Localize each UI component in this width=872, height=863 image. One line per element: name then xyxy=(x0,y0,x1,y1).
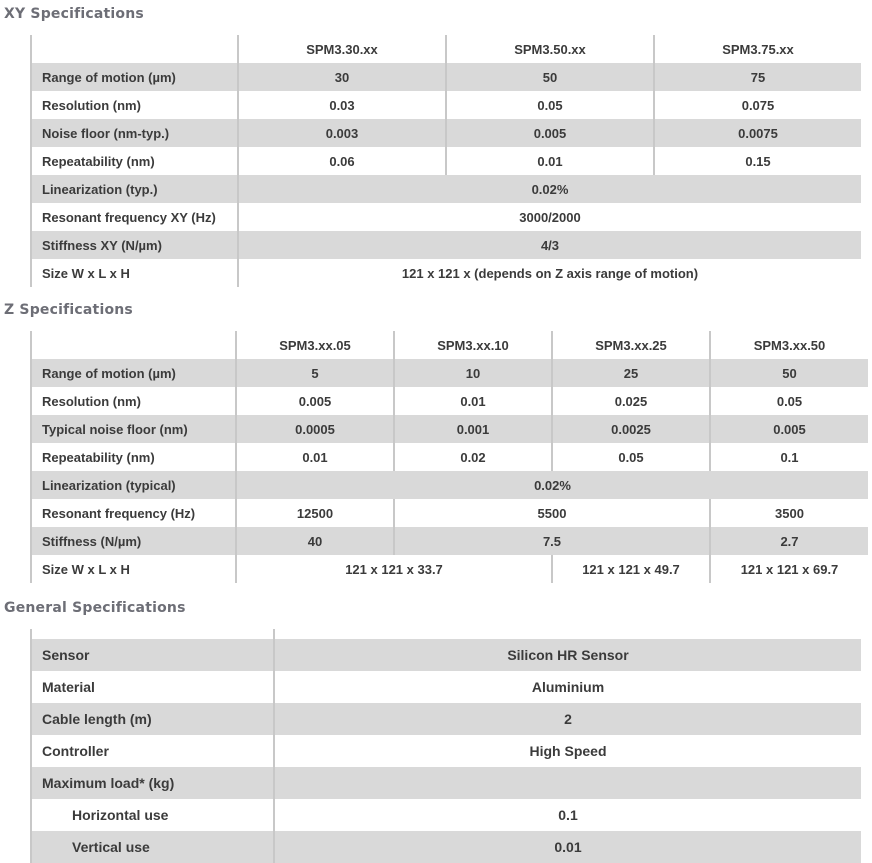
spec-value-cell: Aluminium xyxy=(274,671,861,703)
row-label: Linearization (typical) xyxy=(31,471,236,499)
spec-value-cell: 0.003 xyxy=(238,119,446,147)
table-row xyxy=(31,499,868,527)
spec-value-cell: 121 x 121 x 33.7 xyxy=(236,555,552,583)
row-label: Resolution (nm) xyxy=(31,91,238,119)
z-spec-table xyxy=(30,331,868,583)
table-row xyxy=(31,767,861,799)
spec-value-cell: 0.005 xyxy=(236,387,394,415)
row-label: Noise floor (nm-typ.) xyxy=(31,119,238,147)
xy-spec-table xyxy=(30,35,861,287)
spec-value-cell: 121 x 121 x (depends on Z axis range of motion) xyxy=(238,259,861,287)
general-spec-table xyxy=(30,629,861,863)
spec-value-cell: 0.001 xyxy=(394,415,552,443)
column-header: SPM3.xx.05 xyxy=(236,331,394,359)
row-label: Cable length (m) xyxy=(31,703,274,735)
spec-value-cell: 4/3 xyxy=(238,231,861,259)
row-label: Resonant frequency XY (Hz) xyxy=(31,203,238,231)
spec-value-cell: 0.005 xyxy=(710,415,868,443)
header-row xyxy=(31,331,868,359)
row-label: Size W x L x H xyxy=(31,555,236,583)
spec-value-cell: 5 xyxy=(236,359,394,387)
table-row xyxy=(31,671,861,703)
spec-value-cell: 0.075 xyxy=(654,91,861,119)
spec-value-cell: 25 xyxy=(552,359,710,387)
row-label: Range of motion (µm) xyxy=(31,63,238,91)
column-header: SPM3.50.xx xyxy=(446,35,654,63)
spec-value-cell: Silicon HR Sensor xyxy=(274,639,861,671)
table-row xyxy=(31,415,868,443)
table-row xyxy=(31,471,868,499)
table-row xyxy=(31,527,868,555)
row-label: Vertical use xyxy=(31,831,274,863)
table-row xyxy=(31,703,861,735)
spec-value-cell: 0.01 xyxy=(236,443,394,471)
spec-value-cell: 12500 xyxy=(236,499,394,527)
table-row xyxy=(31,147,861,175)
spec-value-cell: 0.02% xyxy=(236,471,868,499)
table-row xyxy=(31,799,861,831)
table-row xyxy=(31,231,861,259)
row-label: Sensor xyxy=(31,639,274,671)
table-row xyxy=(31,119,861,147)
header-row xyxy=(31,35,861,63)
spec-value-cell: 0.06 xyxy=(238,147,446,175)
spec-value-cell: 0.03 xyxy=(238,91,446,119)
spec-value-cell: 0.05 xyxy=(710,387,868,415)
row-label: Material xyxy=(31,671,274,703)
row-label: Resonant frequency (Hz) xyxy=(31,499,236,527)
column-header: SPM3.xx.25 xyxy=(552,331,710,359)
spacer-cell xyxy=(31,629,274,639)
row-label: Horizontal use xyxy=(31,799,274,831)
header-row xyxy=(31,629,861,639)
spec-value-cell: 0.1 xyxy=(710,443,868,471)
spec-value-cell: 50 xyxy=(446,63,654,91)
spec-value-cell: 121 x 121 x 69.7 xyxy=(710,555,868,583)
spec-value-cell: 0.1 xyxy=(274,799,861,831)
table-row xyxy=(31,555,868,583)
spec-value-cell: 10 xyxy=(394,359,552,387)
spec-value-cell: 3000/2000 xyxy=(238,203,861,231)
table-row xyxy=(31,203,861,231)
spec-value-cell: 0.005 xyxy=(446,119,654,147)
spacer-cell xyxy=(274,629,861,639)
row-label: Repeatability (nm) xyxy=(31,443,236,471)
row-label: Linearization (typ.) xyxy=(31,175,238,203)
spec-value-cell: 0.02% xyxy=(238,175,861,203)
spec-value-cell: 2 xyxy=(274,703,861,735)
table-row xyxy=(31,735,861,767)
row-label: Size W x L x H xyxy=(31,259,238,287)
row-label: Range of motion (µm) xyxy=(31,359,236,387)
table-row xyxy=(31,91,861,119)
table-row xyxy=(31,639,861,671)
row-label: Stiffness XY (N/µm) xyxy=(31,231,238,259)
row-label: Resolution (nm) xyxy=(31,387,236,415)
spec-value-cell: 3500 xyxy=(710,499,868,527)
spec-value-cell: 2.7 xyxy=(710,527,868,555)
table-row xyxy=(31,387,868,415)
table-row xyxy=(31,175,861,203)
table-row xyxy=(31,443,868,471)
column-header: SPM3.30.xx xyxy=(238,35,446,63)
z-specifications-section xyxy=(0,302,872,583)
spec-value-cell: High Speed xyxy=(274,735,861,767)
spec-value-cell: 0.01 xyxy=(274,831,861,863)
column-header: SPM3.xx.50 xyxy=(710,331,868,359)
spec-value-cell: 30 xyxy=(238,63,446,91)
corner-cell xyxy=(31,35,238,63)
spec-value-cell: 0.05 xyxy=(552,443,710,471)
spec-value-cell: 5500 xyxy=(394,499,710,527)
spec-value-cell: 0.01 xyxy=(394,387,552,415)
general-section-title: General Specifications xyxy=(4,600,186,616)
spec-value-cell: 0.025 xyxy=(552,387,710,415)
xy-section-title: XY Specifications xyxy=(4,6,144,22)
table-row xyxy=(31,259,861,287)
spec-value-cell: 0.15 xyxy=(654,147,861,175)
spec-value-cell: 75 xyxy=(654,63,861,91)
spec-value-cell: 121 x 121 x 49.7 xyxy=(552,555,710,583)
corner-cell xyxy=(31,331,236,359)
spec-value-cell: 0.02 xyxy=(394,443,552,471)
general-specifications-section xyxy=(0,600,872,863)
spec-value-cell: 0.01 xyxy=(446,147,654,175)
row-label: Typical noise floor (nm) xyxy=(31,415,236,443)
row-label: Controller xyxy=(31,735,274,767)
row-label: Stiffness (N/µm) xyxy=(31,527,236,555)
column-header: SPM3.75.xx xyxy=(654,35,861,63)
spec-value-cell: 0.0075 xyxy=(654,119,861,147)
table-row xyxy=(31,63,861,91)
spec-value-cell: 0.05 xyxy=(446,91,654,119)
table-row xyxy=(31,359,868,387)
spec-value-cell: 0.0005 xyxy=(236,415,394,443)
xy-specifications-section xyxy=(0,6,872,287)
spec-value-cell: 50 xyxy=(710,359,868,387)
spec-value-cell: 40 xyxy=(236,527,394,555)
column-header: SPM3.xx.10 xyxy=(394,331,552,359)
row-label: Maximum load* (kg) xyxy=(31,767,274,799)
table-row xyxy=(31,831,861,863)
z-section-title: Z Specifications xyxy=(4,302,133,318)
spec-value-cell xyxy=(274,767,861,799)
spec-value-cell: 7.5 xyxy=(394,527,710,555)
row-label: Repeatability (nm) xyxy=(31,147,238,175)
spec-value-cell: 0.0025 xyxy=(552,415,710,443)
